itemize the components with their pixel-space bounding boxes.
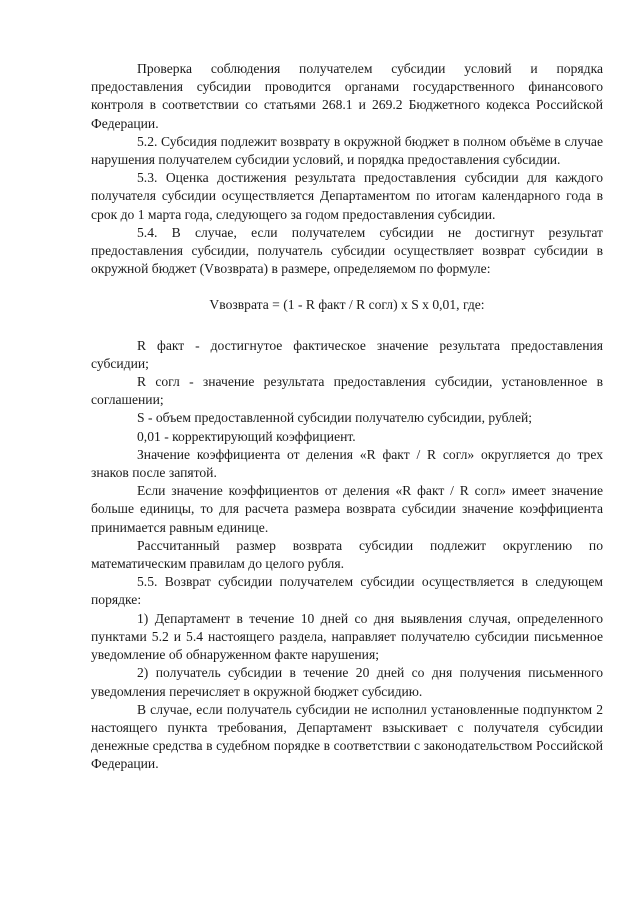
definition-r-sogl: R согл - значение результата предоставления субсидии, установленное в соглашении; — [91, 374, 603, 408]
paragraph-financial-control: Проверка соблюдения получателем субсидии условий и порядка предоставления субсидии проводится органами государственного финансового контроля в соответствии со статьями 268.1 и 269.2 Бюджетного кодекса Российской Федерации. — [91, 61, 603, 131]
definition-coefficient: 0,01 - корректирующий коэффициент. — [137, 428, 356, 444]
paragraph-5-3: 5.3. Оценка достижения результата предоставления субсидии для каждого получателя субсидии осуществляется Департаментом по итогам календарного года в срок до 1 марта года, следующего за годом предоставления субсидии. — [91, 170, 603, 222]
definition-r-fakt: R факт - достигнутое фактическое значение результата предоставления субсидии; — [91, 337, 603, 371]
paragraph-court-recovery: В случае, если получатель субсидии не исполнил установленные подпунктом 2 настоящего пункта требования, Департамент взыскивает с получателя субсидии денежные средства в судебном порядке в соответствии с законодательством Российской Федерации. — [91, 701, 603, 772]
paragraph-step-1: 1) Департамент в течение 10 дней со дня выявления случая, определенного пунктами 5.2 и 5.4 настоящего раздела, направляет получателю субсидии письменное уведомление об обнаруженном факте нарушения; — [91, 610, 603, 663]
document-page — [91, 60, 603, 774]
paragraph-rounding-amount: Рассчитанный размер возврата субсидии подлежит округлению по математическим правилам до целого рубля. — [91, 537, 603, 572]
definition-s: S - объем предоставленной субсидии получателю субсидии, рублей; — [137, 410, 533, 426]
paragraph-rounding-coefficient: Значение коэффициента от деления «R факт / R согл» округляется до трех знаков после запятой. — [91, 446, 603, 481]
paragraph-coefficient-above-one: Если значение коэффициентов от деления «R факт / R согл» имеет значение больше единицы, то для расчета размера возврата субсидии значение коэффициента принимается равным единице. — [91, 483, 603, 535]
paragraph-5-5: 5.5. Возврат субсидии получателем субсидии осуществляется в следующем порядке: — [91, 574, 603, 608]
paragraph-step-2: 2) получатель субсидии в течение 20 дней со дня получения письменного уведомления перечисляет в окружной бюджет субсидию. — [91, 665, 603, 699]
paragraph-5-2: 5.2. Субсидия подлежит возврату в окружной бюджет в полном объёме в случае нарушения получателем субсидии условий, и порядка предоставления субсидии. — [91, 133, 603, 168]
formula: Vвозврата = (1 - R факт / R согл) x S x 0,01, где: — [209, 297, 485, 313]
paragraph-5-4: 5.4. В случае, если получателем субсидии не достигнут результат предоставления субсидии, получатель субсидии осуществляет возврат субсидии в окружной бюджет (Vвозврата) в размере, определяемом по формуле: — [91, 224, 603, 277]
